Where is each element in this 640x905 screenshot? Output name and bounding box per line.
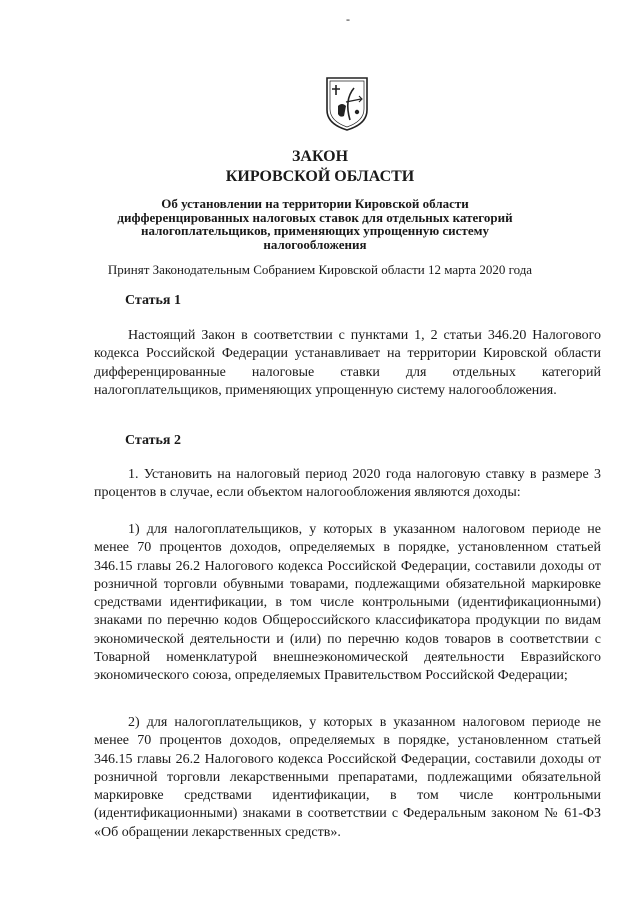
law-subtitle: Об установлении на территории Кировской области дифференцированных налоговых ставок для отдельных категорий налогоплательщиков, применяющих упрощенную систему налогообложения	[117, 196, 513, 252]
law-title-line-2: КИРОВСКОЙ ОБЛАСТИ	[225, 168, 415, 185]
page-mark: -	[346, 12, 350, 26]
law-title	[0, 147, 640, 187]
article-1-text: Настоящий Закон в соответствии с пунктами 1, 2 статьи 346.20 Налогового кодекса Российской Федерации устанавливает на территории Кировской области дифференцированные налоговые ставки для отдельных категорий налогоплательщиков, применяющих упрощенную систему налогообложения.	[94, 328, 601, 398]
article-2-heading: Статья 2	[125, 433, 181, 448]
article-1-heading: Статья 1	[125, 293, 181, 308]
article-2-paragraph-3: 2) для налогоплательщиков, у которых в указанном налоговом периоде не менее 70 процентов доходов, определяемых в порядке, установленном статьей 346.15 главы 26.2 Налогового кодекса Российской Федерации, составили доходы от розничной торговли лекарственными препаратами, подлежащими обязательной маркировке средствами идентификации, в том числе контрольными (идентификационными) знаками в соответствии с Федеральным законом № 61-ФЗ «Об обращении лекарственных средств».	[94, 715, 601, 840]
article-2-paragraph-2: 1) для налогоплательщиков, у которых в указанном налоговом периоде не менее 70 процентов доходов, определяемых в порядке, установленном статьей 346.15 главы 26.2 Налогового кодекса Российской Федерации, составили доходы от розничной торговли обувными товарами, подлежащими обязательной маркировке средствами идентификации, в том числе контрольными (идентификационными) знаками по перечню кодов Общероссийского классификатора продукции по видам экономической деятельности и (или) по перечню кодов товаров в соответствии с Товарной номенклатурой внешнеэкономической деятельности Евразийского экономического союза, определяемых Правительством Российской Федерации;	[94, 522, 601, 684]
kirov-coat-of-arms-icon	[324, 76, 370, 132]
law-title-line-1: ЗАКОН	[291, 148, 349, 165]
adoption-note: Принят Законодательным Собранием Кировской области 12 марта 2020 года	[107, 262, 533, 277]
article-2-paragraph-1: 1. Установить на налоговый период 2020 года налоговую ставку в размере 3 процентов в случае, если объектом налогообложения являются доходы:	[94, 467, 601, 501]
